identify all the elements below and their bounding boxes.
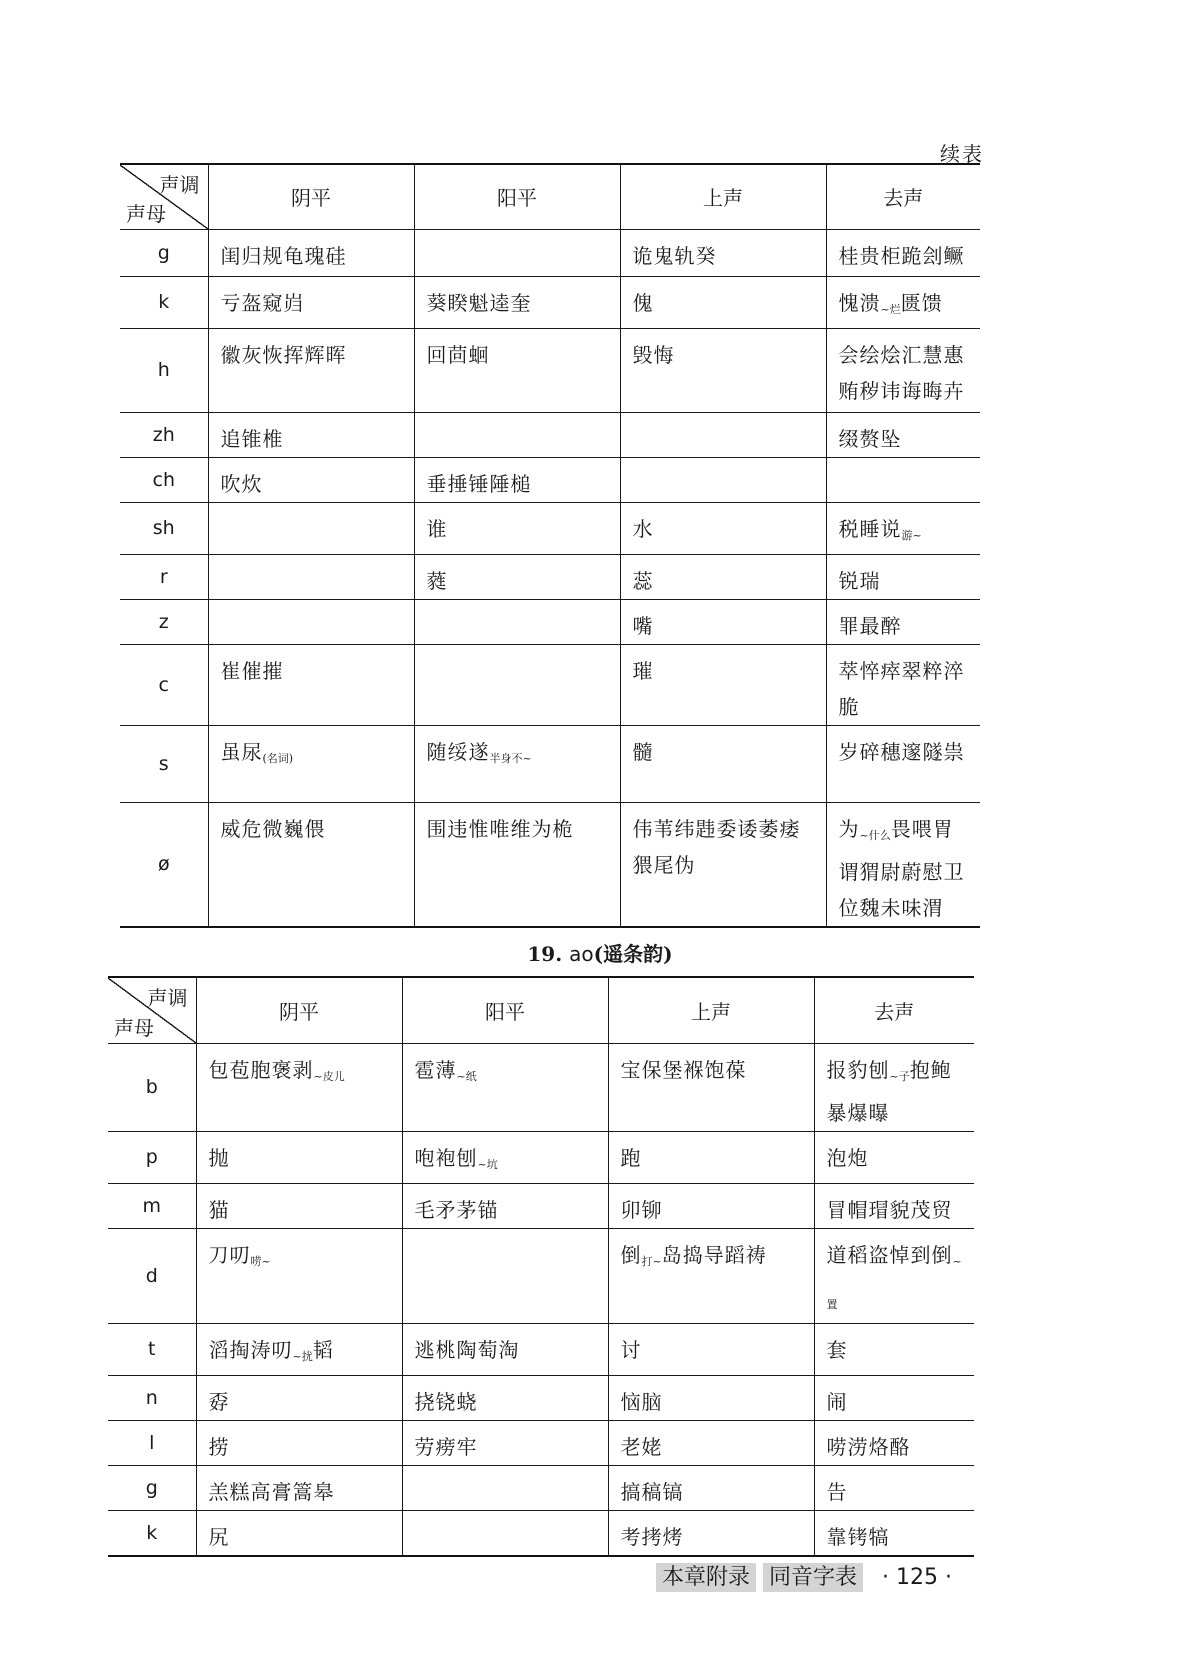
char-cell <box>608 1420 814 1465</box>
char-cell <box>208 802 414 927</box>
chars: 罪最醉 <box>838 613 902 638</box>
char-cell <box>620 502 826 554</box>
chars: 伟苇纬韪委诿萎痿猥尾伪 <box>632 816 801 877</box>
char-cell <box>814 1183 974 1228</box>
usage-note: 打~ <box>641 1254 662 1268</box>
char-cell <box>826 644 980 725</box>
usage-note: ~扰 <box>292 1349 313 1363</box>
usage-note: ~皮儿 <box>313 1069 345 1083</box>
char-cell <box>608 1510 814 1556</box>
char-cell <box>402 1183 608 1228</box>
header-corner <box>108 977 196 1043</box>
chars: 桂贵柜跪刽鳜 <box>838 243 965 268</box>
chars: 虽尿 <box>220 739 263 764</box>
char-cell <box>196 1510 402 1556</box>
chars: 孬 <box>208 1389 230 1414</box>
table-row <box>120 412 980 457</box>
char-cell <box>414 725 620 802</box>
chars: 告 <box>826 1479 848 1504</box>
char-cell <box>826 554 980 599</box>
section-name: (遥条韵) <box>593 942 673 966</box>
char-cell <box>196 1183 402 1228</box>
chars: 冒帽瑁貌茂贸 <box>826 1197 953 1222</box>
chars: 萃悴瘁翠粹淬脆 <box>838 658 965 719</box>
char-cell <box>620 644 826 725</box>
chars: 捞 <box>208 1434 230 1459</box>
char-cell <box>208 229 414 276</box>
char-cell <box>208 725 414 802</box>
char-cell <box>826 802 980 927</box>
char-cell <box>814 1420 974 1465</box>
char-cell <box>608 1043 814 1131</box>
initial-cell: g <box>120 229 208 276</box>
initial-cell: sh <box>120 502 208 554</box>
chars: 老姥 <box>620 1434 663 1459</box>
chars: 考拷烤 <box>620 1524 684 1549</box>
char-cell <box>208 412 414 457</box>
chars: 随绥遂 <box>426 739 490 764</box>
char-cell <box>826 412 980 457</box>
char-cell <box>826 457 980 502</box>
char-cell <box>196 1420 402 1465</box>
chars: 靠铐犒 <box>826 1524 890 1549</box>
chars: 羔糕高膏篙皋 <box>208 1479 335 1504</box>
usage-note: ~置 <box>826 1254 962 1311</box>
char-cell <box>826 276 980 328</box>
initial-label: 声母 <box>126 201 166 226</box>
char-cell <box>620 412 826 457</box>
chars: 刀叨 <box>208 1242 251 1267</box>
chars: 谁 <box>426 516 448 541</box>
chars: 蕤 <box>426 568 448 593</box>
initial-cell: s <box>120 725 208 802</box>
char-cell <box>826 229 980 276</box>
char-cell <box>196 1228 402 1323</box>
char-cell <box>814 1465 974 1510</box>
char-cell <box>620 328 826 412</box>
chars-cont: 岛捣导蹈祷 <box>661 1242 767 1267</box>
initial-cell: n <box>108 1375 196 1420</box>
chars: 崔催摧 <box>220 658 284 683</box>
table-row <box>120 644 980 725</box>
chars: 雹薄 <box>414 1057 457 1082</box>
table-row <box>120 725 980 802</box>
chars: 宝保堡褓饱葆 <box>620 1057 747 1082</box>
chars: 亏盔窥岿 <box>220 290 305 315</box>
char-cell <box>196 1465 402 1510</box>
header-yinping: 阴平 <box>208 164 414 229</box>
chars: 闹 <box>826 1389 848 1414</box>
chars: 倒 <box>620 1242 642 1267</box>
char-cell <box>208 328 414 412</box>
char-cell <box>208 554 414 599</box>
initial-label: 声母 <box>114 1015 154 1040</box>
char-cell <box>414 412 620 457</box>
chars: 傀 <box>632 290 654 315</box>
chars: 搞稿镐 <box>620 1479 684 1504</box>
char-cell <box>402 1420 608 1465</box>
char-cell <box>414 502 620 554</box>
char-cell <box>414 328 620 412</box>
header-yangping: 阳平 <box>402 977 608 1043</box>
initial-cell: z <box>120 599 208 644</box>
homophone-table-1 <box>120 163 980 928</box>
usage-note: ~坑 <box>477 1157 498 1171</box>
tone-label: 声调 <box>147 986 188 1010</box>
char-cell <box>814 1043 974 1131</box>
char-cell <box>826 599 980 644</box>
char-cell <box>196 1043 402 1131</box>
char-cell <box>608 1465 814 1510</box>
table-row <box>120 457 980 502</box>
chars: 道稻盗悼到倒 <box>826 1242 953 1267</box>
char-cell <box>608 1183 814 1228</box>
chars: 税睡说 <box>838 516 902 541</box>
chars: 嘴 <box>632 613 654 638</box>
initial-cell: r <box>120 554 208 599</box>
footer-section: 同音字表 <box>763 1563 863 1592</box>
chars: 围违惟唯维为桅 <box>426 816 574 841</box>
table-row <box>108 1131 974 1183</box>
char-cell <box>826 502 980 554</box>
chars: 逃桃陶萄淘 <box>414 1337 520 1362</box>
chars: 水 <box>632 516 654 541</box>
chars: 讨 <box>620 1337 642 1362</box>
char-cell <box>196 1323 402 1375</box>
initial-cell: ø <box>120 802 208 927</box>
char-cell <box>620 229 826 276</box>
header-yangping: 阳平 <box>414 164 620 229</box>
chars: 套 <box>826 1337 848 1362</box>
table-row <box>120 276 980 328</box>
char-cell <box>620 599 826 644</box>
char-cell <box>620 457 826 502</box>
table-row <box>108 1228 974 1323</box>
char-cell <box>814 1228 974 1323</box>
table-row <box>120 599 980 644</box>
usage-note: (名词) <box>262 751 294 765</box>
usage-note: 半身不~ <box>489 751 532 765</box>
char-cell <box>402 1465 608 1510</box>
chars: 咆袍刨 <box>414 1145 478 1170</box>
chars: 吹炊 <box>220 471 263 496</box>
chars-cont: 匮馈 <box>900 290 943 315</box>
initial-cell: g <box>108 1465 196 1510</box>
initial-cell: d <box>108 1228 196 1323</box>
continued-label: 续表 <box>940 142 984 166</box>
char-cell <box>620 276 826 328</box>
table-row <box>108 1183 974 1228</box>
char-cell <box>414 802 620 927</box>
chars: 葵睽魁逵奎 <box>426 290 532 315</box>
chars: 唠涝烙酪 <box>826 1434 911 1459</box>
char-cell <box>402 1131 608 1183</box>
header-corner <box>120 164 208 229</box>
initial-cell: t <box>108 1323 196 1375</box>
initial-cell: c <box>120 644 208 725</box>
char-cell <box>196 1131 402 1183</box>
table-row <box>108 1465 974 1510</box>
char-cell <box>814 1375 974 1420</box>
section-number: 19. <box>527 942 563 966</box>
initial-cell: zh <box>120 412 208 457</box>
initial-cell: k <box>108 1510 196 1556</box>
header-yinping: 阴平 <box>196 977 402 1043</box>
char-cell <box>402 1043 608 1131</box>
header-qusheng: 去声 <box>814 977 974 1043</box>
initial-cell: p <box>108 1131 196 1183</box>
table-row <box>108 1375 974 1420</box>
header-shangsheng: 上声 <box>608 977 814 1043</box>
chars: 锐瑞 <box>838 568 881 593</box>
usage-note: 游~ <box>901 528 922 542</box>
char-cell <box>608 1375 814 1420</box>
table-row <box>108 1043 974 1131</box>
header-shangsheng: 上声 <box>620 164 826 229</box>
chars: 蕊 <box>632 568 654 593</box>
chars: 抛 <box>208 1145 230 1170</box>
chars: 滔掏涛叨 <box>208 1337 293 1362</box>
initial-cell: m <box>108 1183 196 1228</box>
char-cell <box>402 1228 608 1323</box>
chars-cont: 畏喂胃谓猬尉蔚慰卫位魏未味渭 <box>838 816 965 920</box>
section-pinyin: ao <box>569 942 594 966</box>
header-qusheng: 去声 <box>826 164 980 229</box>
initial-cell: b <box>108 1043 196 1131</box>
chars: 璀 <box>632 658 654 683</box>
char-cell <box>608 1323 814 1375</box>
chars: 卯铆 <box>620 1197 663 1222</box>
char-cell <box>414 554 620 599</box>
chars: 跑 <box>620 1145 642 1170</box>
chars: 尻 <box>208 1524 230 1549</box>
usage-note: ~纸 <box>456 1069 477 1083</box>
chars: 劳痨牢 <box>414 1434 478 1459</box>
tone-label: 声调 <box>159 173 200 197</box>
table-row <box>120 502 980 554</box>
footer-chapter: 本章附录 <box>656 1563 756 1592</box>
table-row <box>108 1510 974 1556</box>
chars: 追锥椎 <box>220 426 284 451</box>
table-row <box>120 229 980 276</box>
char-cell <box>620 802 826 927</box>
chars: 愧溃 <box>838 290 881 315</box>
usage-note: ~什么 <box>859 828 891 842</box>
chars: 岁碎穗邃隧祟 <box>838 739 965 764</box>
homophone-table-2 <box>108 976 974 1557</box>
char-cell <box>620 725 826 802</box>
initial-cell: l <box>108 1420 196 1465</box>
initial-cell: k <box>120 276 208 328</box>
char-cell <box>414 599 620 644</box>
chars: 泡炮 <box>826 1145 869 1170</box>
chars: 报豹刨 <box>826 1057 890 1082</box>
char-cell <box>208 599 414 644</box>
char-cell <box>814 1131 974 1183</box>
initial-cell: h <box>120 328 208 412</box>
char-cell <box>208 502 414 554</box>
chars: 回茴蛔 <box>426 342 490 367</box>
char-cell <box>826 725 980 802</box>
usage-note: ~烂 <box>880 302 901 316</box>
char-cell <box>402 1375 608 1420</box>
table-row <box>108 1323 974 1375</box>
char-cell <box>414 644 620 725</box>
chars: 毛矛茅锚 <box>414 1197 499 1222</box>
chars-cont: 抱鲍暴爆曝 <box>826 1057 952 1125</box>
chars: 徽灰恢挥辉晖 <box>220 342 347 367</box>
char-cell <box>620 554 826 599</box>
initial-cell: ch <box>120 457 208 502</box>
usage-note: 唠~ <box>250 1254 271 1268</box>
section-title <box>0 938 1200 967</box>
char-cell <box>208 276 414 328</box>
usage-note: ~子 <box>889 1069 910 1083</box>
char-cell <box>196 1375 402 1420</box>
char-cell <box>608 1228 814 1323</box>
chars: 包苞胞褒剥 <box>208 1057 314 1082</box>
chars: 缀赘坠 <box>838 426 902 451</box>
char-cell <box>814 1323 974 1375</box>
page-number: · 125 · <box>882 1565 952 1590</box>
chars: 诡鬼轨癸 <box>632 243 717 268</box>
char-cell <box>402 1510 608 1556</box>
chars-cont: 韬 <box>312 1337 334 1362</box>
chars: 威危微巍偎 <box>220 816 326 841</box>
chars: 闺归规龟瑰硅 <box>220 243 347 268</box>
chars: 猫 <box>208 1197 230 1222</box>
char-cell <box>814 1510 974 1556</box>
chars: 髓 <box>632 739 654 764</box>
table-row <box>120 554 980 599</box>
table-row <box>120 802 980 927</box>
chars: 挠铙蛲 <box>414 1389 478 1414</box>
table-row <box>108 1420 974 1465</box>
char-cell <box>826 328 980 412</box>
char-cell <box>414 229 620 276</box>
page-footer <box>656 1560 952 1591</box>
chars: 毁悔 <box>632 342 675 367</box>
char-cell <box>414 276 620 328</box>
chars: 垂捶锤陲槌 <box>426 471 532 496</box>
char-cell <box>208 644 414 725</box>
char-cell <box>208 457 414 502</box>
chars: 为 <box>838 816 860 841</box>
char-cell <box>608 1131 814 1183</box>
chars: 会绘烩汇慧惠贿秽讳诲晦卉 <box>838 342 965 403</box>
table-row <box>120 328 980 412</box>
char-cell <box>414 457 620 502</box>
chars: 恼脑 <box>620 1389 663 1414</box>
char-cell <box>402 1323 608 1375</box>
